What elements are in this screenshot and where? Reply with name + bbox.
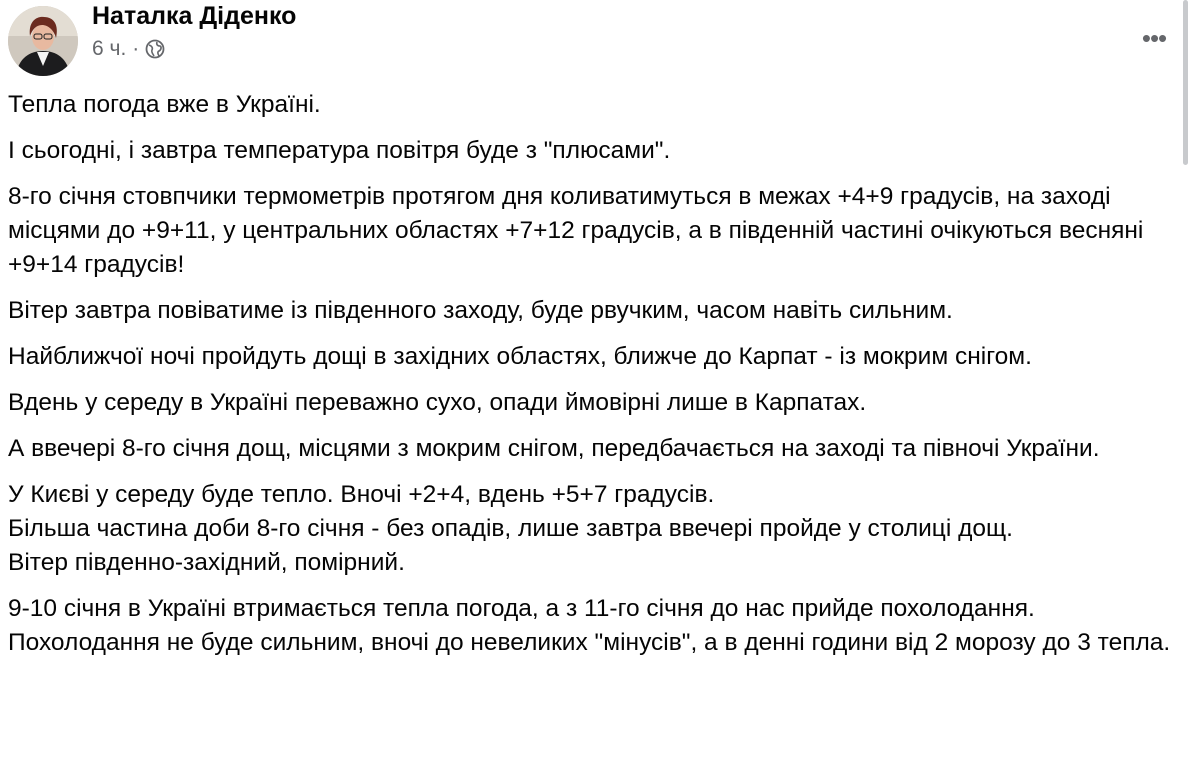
- post-text-line: Найближчої ночі пройдуть дощі в західних областях, ближче до Карпат - із мокрим снігом.: [8, 343, 1032, 370]
- globe-icon[interactable]: [145, 39, 165, 59]
- avatar-image: [8, 6, 78, 76]
- post-text-line: Вдень у середу в Україні переважно сухо, опади ймовірні лише в Карпатах.: [8, 389, 867, 416]
- post-paragraph: [8, 134, 1180, 168]
- separator-dot: ·: [132, 37, 140, 60]
- post-text-line: 8-го січня стовпчики термометрів протягом дня коливатимуться в межах +4+9 градусів, на заході місцями до +9+11, у центральних областях +7+12 градусів, а в південній частині очікуються весняні +9+14 градусів!: [8, 183, 1144, 278]
- post-text-line: Вітер завтра повіватиме із південного заходу, буде рвучким, часом навіть сильним.: [8, 297, 953, 324]
- post-text-line: А ввечері 8-го січня дощ, місцями з мокрим снігом, передбачається на заході та півночі України.: [8, 435, 1100, 462]
- post-text-line: І сьогодні, і завтра температура повітря буде з "плюсами".: [8, 137, 671, 164]
- post-header: [8, 2, 297, 77]
- more-options-button[interactable]: [1134, 18, 1174, 58]
- post-text-line: У Києві у середу буде тепло. Вночі +2+4, вдень +5+7 градусів.: [8, 481, 715, 508]
- scrollbar[interactable]: [1180, 0, 1190, 768]
- post-paragraph: [8, 88, 1180, 122]
- scrollbar-thumb[interactable]: [1183, 0, 1188, 165]
- post-paragraph: [8, 592, 1180, 660]
- post-paragraph: [8, 180, 1180, 282]
- more-options-icon: •••: [1141, 23, 1167, 53]
- author-avatar[interactable]: [8, 6, 78, 76]
- post-text-line: Вітер південно-західний, помірний.: [8, 549, 405, 576]
- post-text-line: 9-10 січня в Україні втримається тепла погода, а з 11-го січня до нас прийде похолодання.: [8, 595, 1035, 622]
- post-timestamp[interactable]: 6 ч.: [92, 37, 127, 60]
- post-paragraph: [8, 294, 1180, 328]
- post-body: [8, 88, 1180, 672]
- post-paragraph: [8, 340, 1180, 374]
- author-name[interactable]: Наталка Діденко: [92, 2, 297, 30]
- post-paragraph: [8, 478, 1180, 580]
- post-text-line: Тепла погода вже в Україні.: [8, 91, 321, 118]
- post-text-line: Більша частина доби 8-го січня - без опадів, лише завтра ввечері пройде у столиці дощ.: [8, 515, 1013, 542]
- post-paragraph: [8, 432, 1180, 466]
- post-text-line: Похолодання не буде сильним, вночі до невеликих "мінусів", а в денні години від 2 морозу до 3 тепла.: [8, 629, 1171, 656]
- post-meta: [92, 2, 297, 61]
- post-paragraph: [8, 386, 1180, 420]
- post-subline: [92, 37, 296, 61]
